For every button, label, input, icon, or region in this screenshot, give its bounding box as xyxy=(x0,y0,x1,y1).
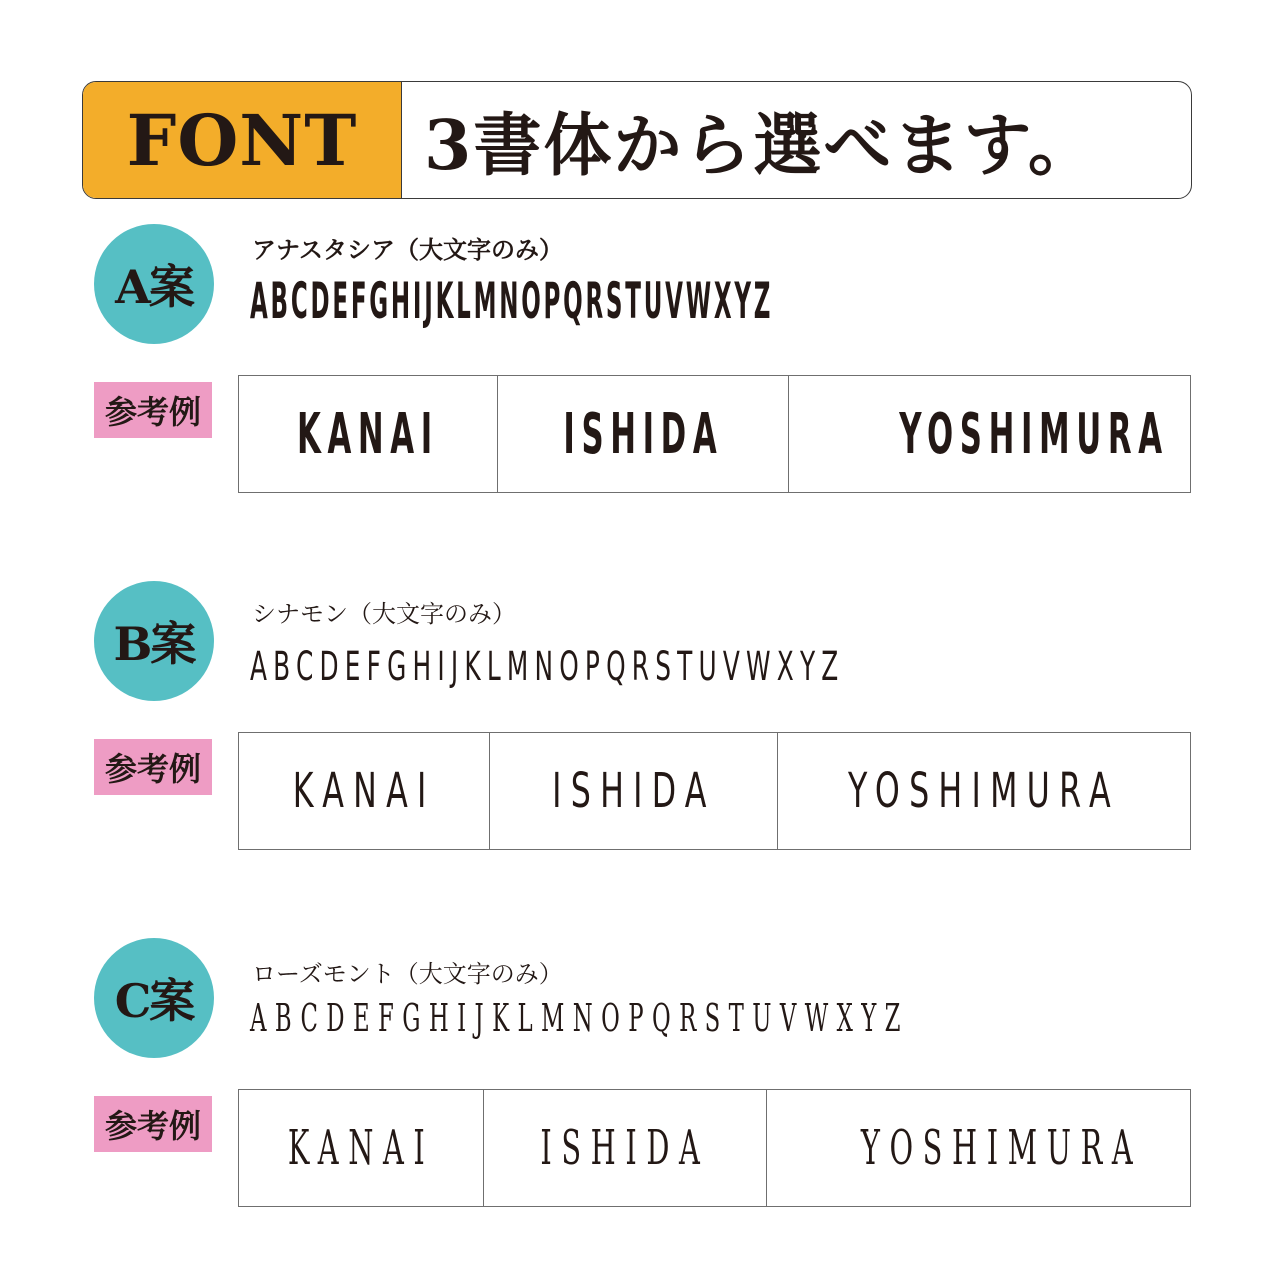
alphabet-sample-c: ABCDEFGHIJKLMNOPQRSTUVWXYZ xyxy=(250,996,909,1040)
example-table-c xyxy=(238,1089,1191,1207)
example-tag-a: 参考例 xyxy=(94,382,212,438)
plan-badge-a: A案 xyxy=(94,224,214,344)
example-text: KANAI xyxy=(297,401,439,467)
example-text: KANAI xyxy=(287,1120,435,1176)
plan-badge-c: C案 xyxy=(94,938,214,1058)
example-table-b xyxy=(238,732,1191,850)
example-cell xyxy=(484,1090,767,1206)
example-table-a xyxy=(238,375,1191,493)
font-name-c: ローズモント（大文字のみ） xyxy=(252,960,563,988)
example-cell xyxy=(789,376,1279,492)
example-cell xyxy=(239,1090,484,1206)
example-cell xyxy=(778,733,1190,849)
alphabet-sample-b: ABCDEFGHIJKLMNOPQRSTUVWXYZ xyxy=(250,644,845,690)
example-text: ISHIDA xyxy=(551,763,716,819)
example-text: ISHIDA xyxy=(563,401,724,467)
example-text: YOSHIMURA xyxy=(860,1120,1143,1176)
header-tag: FONT xyxy=(83,82,402,198)
example-text: YOSHIMURA xyxy=(848,763,1120,819)
example-tag-c: 参考例 xyxy=(94,1096,212,1152)
alphabet-sample-a: ABCDEFGHIJKLMNOPQRSTUVWXYZ xyxy=(250,272,774,330)
example-cell xyxy=(239,733,490,849)
plan-badge-b: B案 xyxy=(94,581,214,701)
example-text: YOSHIMURA xyxy=(899,401,1170,467)
example-text: ISHIDA xyxy=(540,1120,710,1176)
example-cell xyxy=(498,376,790,492)
font-name-a: アナスタシア（大文字のみ） xyxy=(252,236,564,264)
example-tag-b: 参考例 xyxy=(94,739,212,795)
header-title: 3書体から選べます。 xyxy=(424,105,1098,186)
example-text: KANAI xyxy=(292,763,436,819)
example-cell xyxy=(239,376,498,492)
example-cell xyxy=(490,733,778,849)
font-name-b: シナモン（大文字のみ） xyxy=(252,600,516,628)
example-cell xyxy=(767,1090,1236,1206)
